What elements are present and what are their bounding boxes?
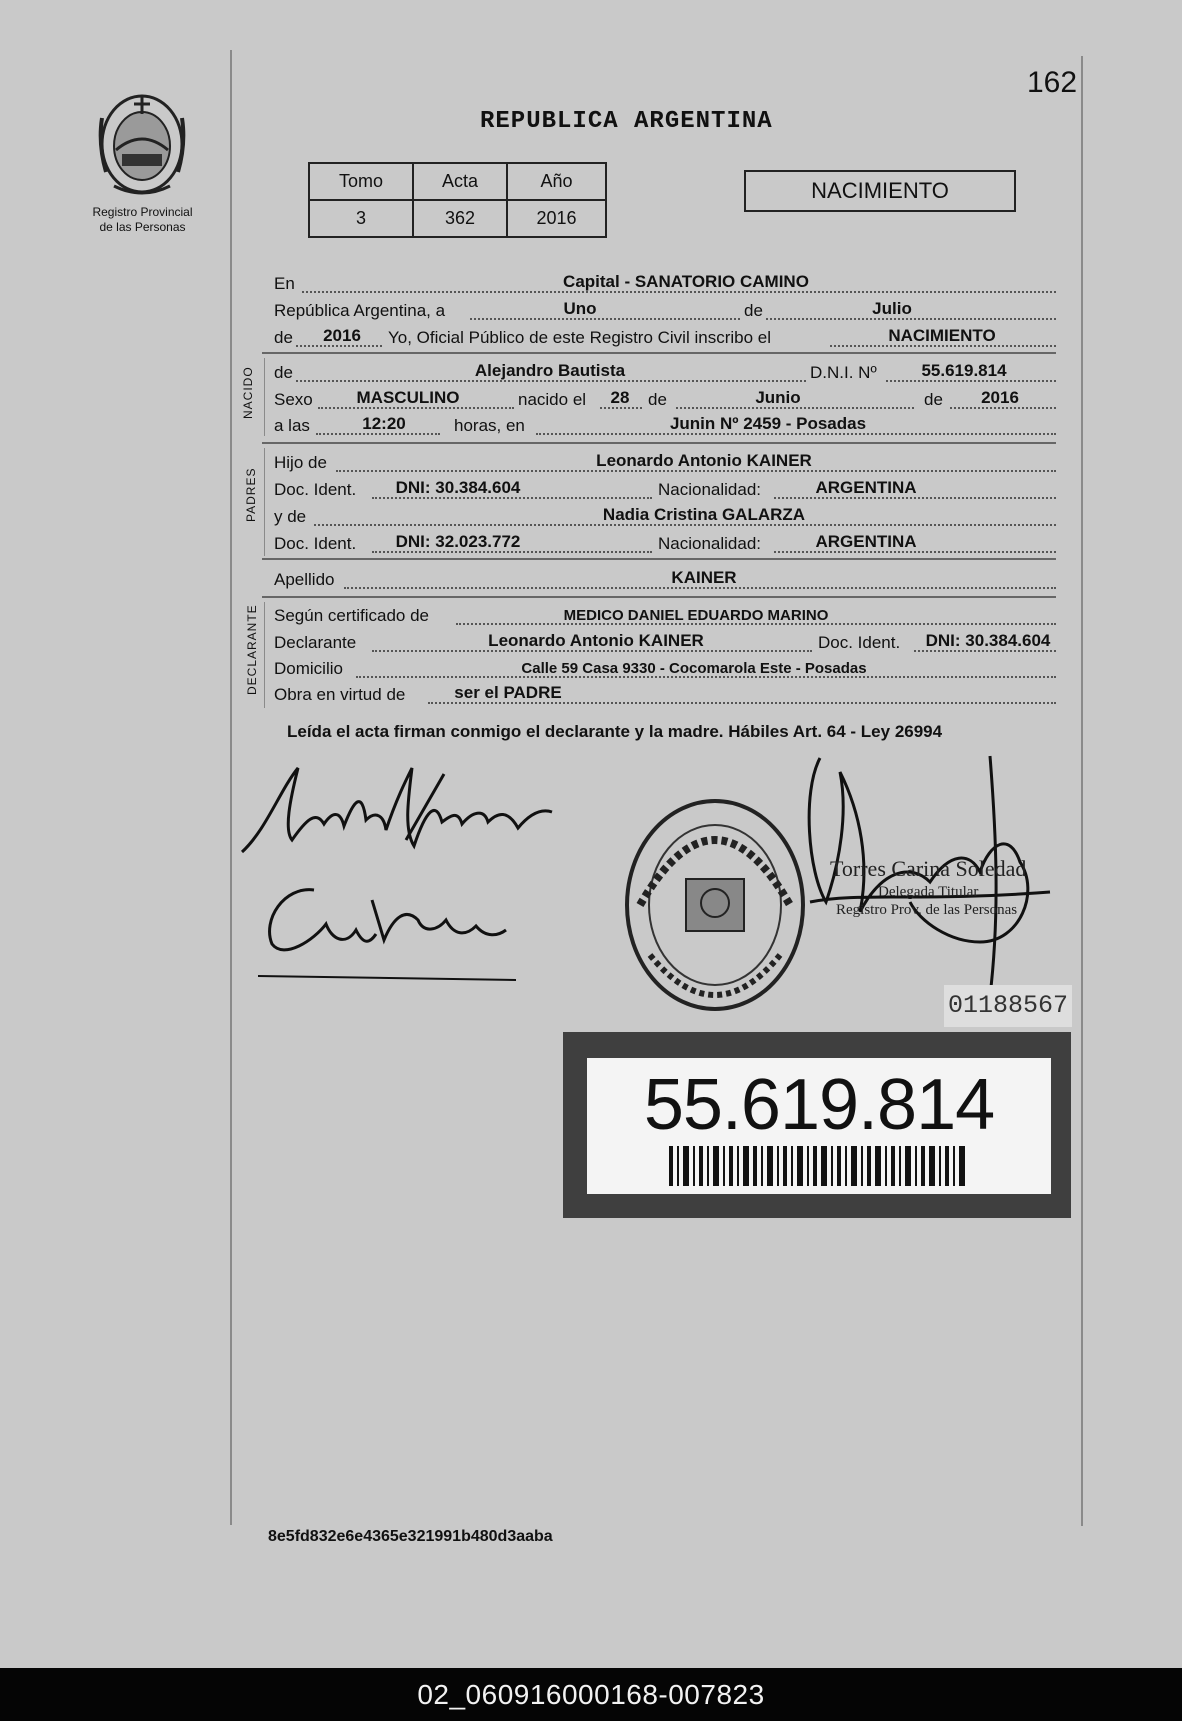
field-declarante: Leonardo Antonio KAINER <box>488 631 704 650</box>
label-republica: República Argentina, a <box>274 301 446 320</box>
field-anio: 2016 <box>323 326 361 345</box>
mother-signature <box>254 880 524 985</box>
sticker-dni-number: 55.619.814 <box>643 1065 995 1145</box>
label-y-de: y de <box>274 507 307 526</box>
page-heading: REPUBLICA ARGENTINA <box>480 108 773 135</box>
label-nacido-el: nacido el <box>518 390 587 409</box>
label-segun-certificado: Según certificado de <box>274 606 429 625</box>
misiones-coat-of-arms-logo <box>96 88 188 200</box>
row-certificado <box>274 604 1056 628</box>
value-acta: 362 <box>413 200 507 237</box>
row-obra-en-virtud <box>274 683 1056 707</box>
field-madre: Nadia Cristina GALARZA <box>602 505 806 524</box>
field-madre-nac: ARGENTINA <box>815 532 917 551</box>
registry-stamp <box>620 795 810 1015</box>
closing-note: Leída el acta firman conmigo el declarante y la madre. Hábiles Art. 64 - Ley 26994 <box>287 722 943 741</box>
scan-footer-code: 02_060916000168-007823 <box>417 1679 765 1710</box>
section-label-nacido: NACIDO <box>241 366 255 419</box>
row-hora <box>274 414 1056 438</box>
row-en <box>274 272 1056 296</box>
record-type-box: NACIMIENTO <box>744 170 1016 212</box>
row-domicilio <box>274 657 1056 681</box>
section-divider <box>262 596 1056 598</box>
declarant-signature <box>236 760 556 875</box>
header-tomo: Tomo <box>309 163 413 200</box>
label-doc-ident: Doc. Ident. <box>274 480 357 499</box>
label-a-las: a las <box>274 416 310 435</box>
seal-office: Registro Prov. de las Personas <box>836 902 1018 918</box>
field-sexo: MASCULINO <box>356 388 460 407</box>
official-signature <box>800 752 1060 1014</box>
header-anio: Año <box>507 163 606 200</box>
label-doc-ident: Doc. Ident. <box>818 633 901 652</box>
field-madre-doc: DNI: 32.023.772 <box>395 532 521 551</box>
value-tomo: 3 <box>309 200 413 237</box>
field-hora: 12:20 <box>362 414 406 433</box>
label-de: de <box>274 363 293 382</box>
section-label-padres: PADRES <box>244 467 258 522</box>
field-certificado: MEDICO DANIEL EDUARDO MARINO <box>563 607 829 624</box>
reference-table-value-row <box>309 200 606 237</box>
page-number: 162 <box>1027 66 1078 99</box>
label-de: de <box>924 390 943 409</box>
section-bracket <box>264 358 265 436</box>
row-madre-doc <box>274 532 1056 556</box>
label-en: En <box>274 274 295 293</box>
row-hijo-de <box>274 451 1056 475</box>
left-margin-line <box>230 50 232 1525</box>
field-lugar-nac: Junin Nº 2459 - Posadas <box>669 414 867 433</box>
logo-caption-line2: de las Personas <box>99 220 186 234</box>
label-de: de <box>274 328 293 347</box>
field-dni: 55.619.814 <box>921 361 1007 380</box>
scan-footer-bar <box>0 1668 1182 1721</box>
label-declarante: Declarante <box>274 633 357 652</box>
field-obra-en-virtud: ser el PADRE <box>454 683 562 702</box>
field-mes: Julio <box>872 299 912 318</box>
section-bracket <box>264 602 265 708</box>
row-inscribo <box>274 326 1056 350</box>
field-padre: Leonardo Antonio KAINER <box>596 451 812 470</box>
dni-security-sticker <box>563 1032 1071 1218</box>
section-label-declarante: DECLARANTE <box>245 604 259 695</box>
barcode <box>669 1146 969 1186</box>
field-nombre: Alejandro Bautista <box>474 361 626 380</box>
document-hash: 8e5fd832e6e4365e321991b480d3aaba <box>268 1528 553 1545</box>
section-divider <box>262 558 1056 560</box>
label-sexo: Sexo <box>274 390 313 409</box>
row-padre-doc <box>274 478 1056 502</box>
field-mes-nac: Junio <box>755 388 801 407</box>
reference-table <box>308 162 607 238</box>
label-hijo-de: Hijo de <box>274 453 327 472</box>
section-bracket <box>264 448 265 556</box>
field-padre-doc: DNI: 30.384.604 <box>395 478 521 497</box>
section-divider <box>262 352 1056 354</box>
section-divider <box>262 442 1056 444</box>
sticker-label <box>587 1058 1051 1194</box>
field-padre-nac: ARGENTINA <box>815 478 917 497</box>
field-dia-nac: 28 <box>610 388 630 407</box>
row-declarante <box>274 631 1056 655</box>
right-margin-line <box>1081 56 1083 1526</box>
seal-name: Torres Carina Soledad <box>830 856 1027 881</box>
label-domicilio: Domicilio <box>274 659 343 678</box>
field-apellido: KAINER <box>671 568 737 587</box>
row-apellido <box>274 568 1056 592</box>
label-nacionalidad: Nacionalidad: <box>658 534 762 553</box>
row-republica <box>274 299 1056 323</box>
field-dia: Uno <box>563 299 597 318</box>
label-de: de <box>744 301 763 320</box>
reference-table-header-row <box>309 163 606 200</box>
field-domicilio: Calle 59 Casa 9330 - Cocomarola Este - Posadas <box>521 660 867 677</box>
field-lugar: Capital - SANATORIO CAMINO <box>563 272 809 291</box>
value-anio: 2016 <box>507 200 606 237</box>
row-y-de <box>274 505 1056 529</box>
label-de: de <box>648 390 667 409</box>
dotted-line <box>774 318 1056 320</box>
label-yo-oficial: Yo, Oficial Público de este Registro Civil inscribo el <box>388 328 771 347</box>
label-nacionalidad: Nacionalidad: <box>658 480 762 499</box>
header-acta: Acta <box>413 163 507 200</box>
logo-caption-line1: Registro Provincial <box>92 205 193 219</box>
field-declarante-doc: DNI: 30.384.604 <box>925 631 1051 650</box>
logo-caption <box>80 205 205 235</box>
seal-title: Delegada Titular <box>878 884 979 900</box>
field-tipo: NACIMIENTO <box>888 326 996 345</box>
label-doc-ident: Doc. Ident. <box>274 534 357 553</box>
label-apellido: Apellido <box>274 570 335 589</box>
row-nombre <box>274 361 1056 385</box>
row-sexo <box>274 388 1056 412</box>
label-horas-en: horas, en <box>454 416 525 435</box>
label-dni: D.N.I. Nº <box>810 363 877 382</box>
serial-number: 01188567 <box>944 985 1072 1027</box>
field-anio-nac: 2016 <box>981 388 1019 407</box>
label-obra-en-virtud: Obra en virtud de <box>274 685 406 704</box>
